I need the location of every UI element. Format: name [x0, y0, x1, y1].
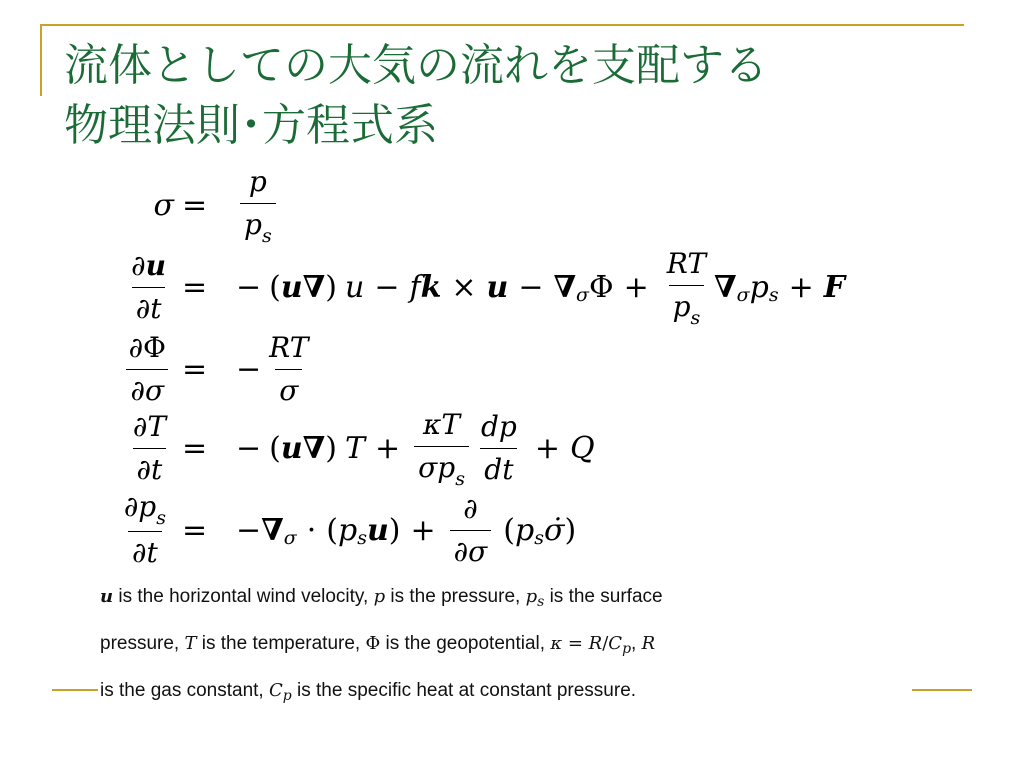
equals-sign: = — [182, 351, 208, 387]
top-accent-line — [40, 24, 964, 26]
partial-derivative — [120, 489, 170, 571]
equation-momentum — [0, 244, 1024, 330]
math-symbol: u — [100, 586, 114, 607]
equation-rhs: − $\frac{RT}{\sigma}$ — [236, 326, 316, 412]
equation-lhs — [125, 405, 174, 491]
description-text: is the geopotential, — [380, 633, 551, 654]
numerator: κT — [423, 408, 461, 441]
bottom-right-accent-line — [912, 689, 972, 691]
equation-lhs — [154, 165, 174, 245]
equation-rhs: − ( u ∇ ) u − f k × u − ∇ σ Φ + $\frac{RT}{p_s}$ ∇ σ p s + F — [236, 247, 846, 329]
denominator: ∂σ — [450, 530, 492, 570]
math-symbol: C — [269, 680, 283, 701]
description-text: pressure, — [100, 633, 185, 654]
denominator: dt — [480, 448, 517, 488]
description-text: is the surface — [544, 586, 663, 607]
description-line-3 — [100, 668, 900, 715]
denominator: ∂t — [133, 448, 167, 488]
math-symbol: p — [373, 586, 386, 607]
math-symbol: R — [641, 633, 656, 654]
equation-rhs: − ∇ σ · ( p s u ) + $\frac{\partial}{\partial\sigma}$ ( p s σ̇ ) — [236, 491, 577, 568]
numerator: RT — [666, 247, 707, 280]
description-text: is the specific heat at constant pressure. — [291, 680, 637, 701]
variable-description — [100, 574, 900, 715]
title-line-2: 物理法則･方程式系 — [64, 100, 438, 151]
partial-derivative — [125, 330, 170, 409]
equation-lhs — [116, 487, 174, 573]
math-symbol: / — [602, 633, 609, 654]
equation-hydrostatic — [0, 326, 1024, 412]
fraction — [477, 409, 521, 488]
numerator: RT — [269, 330, 309, 364]
numerator: ∂T — [132, 409, 166, 443]
numerator: p — [248, 165, 267, 198]
math-symbol: R — [588, 633, 603, 654]
equation-rhs: − ( u ∇ ) T + $\frac{\kappa T}{\sigma p_s}$ $\frac{dp}{dt}$ + Q — [236, 408, 595, 490]
description-text: is the gas constant, — [100, 680, 269, 701]
equation-continuity — [0, 487, 1024, 573]
numerator: ∂ — [463, 491, 478, 525]
slide-title — [64, 36, 964, 156]
equals-sign: = — [182, 512, 208, 548]
math-symbol: = — [562, 633, 589, 654]
math-symbol: p — [525, 586, 538, 607]
fraction — [414, 407, 469, 489]
math-symbol: C — [608, 633, 623, 654]
description-text: , — [631, 633, 642, 654]
equals-sign: = — [182, 187, 208, 223]
fraction — [240, 164, 276, 246]
sigma-symbol: σ — [153, 187, 174, 223]
equals-sign: = — [182, 430, 208, 466]
math-symbol: s — [537, 594, 545, 610]
partial-derivative — [127, 248, 170, 327]
denominator: ∂σ — [126, 369, 168, 409]
numerator: dp — [480, 409, 517, 443]
equation-rhs — [236, 165, 280, 245]
denominator: $p_s$ — [669, 285, 705, 328]
equals-sign: = — [182, 269, 208, 305]
description-line-2 — [100, 621, 900, 668]
numerator: ∂u — [131, 248, 166, 282]
numerator: $\partial p_s$ — [123, 490, 166, 529]
equation-lhs — [123, 244, 174, 330]
partial-derivative — [129, 409, 170, 488]
math-symbol: κ — [550, 633, 563, 654]
fraction — [450, 491, 492, 570]
description-text: is the pressure, — [385, 586, 526, 607]
denominator: σ — [275, 369, 302, 409]
denominator: $\sigma p_s$ — [414, 446, 469, 489]
fraction — [663, 246, 710, 328]
math-symbol: Φ — [365, 633, 381, 654]
left-accent-line — [40, 24, 42, 96]
denominator: ∂t — [128, 531, 162, 571]
title-line-1: 流体としての大気の流れを支配する — [64, 40, 768, 91]
math-symbol: p — [282, 688, 292, 704]
description-text: is the temperature, — [196, 633, 366, 654]
fraction — [265, 330, 312, 409]
equation-thermodynamic — [0, 405, 1024, 491]
denominator: $p_s$ — [240, 203, 276, 246]
description-text: is the horizontal wind velocity, — [113, 586, 374, 607]
equation-lhs — [121, 326, 174, 412]
numerator: ∂Φ — [128, 330, 166, 364]
math-symbol: p — [622, 641, 632, 657]
denominator: ∂t — [132, 287, 166, 327]
math-symbol: T — [184, 633, 197, 654]
equation-sigma — [0, 165, 1024, 245]
bottom-left-accent-line — [52, 689, 98, 691]
description-line-1 — [100, 574, 900, 621]
